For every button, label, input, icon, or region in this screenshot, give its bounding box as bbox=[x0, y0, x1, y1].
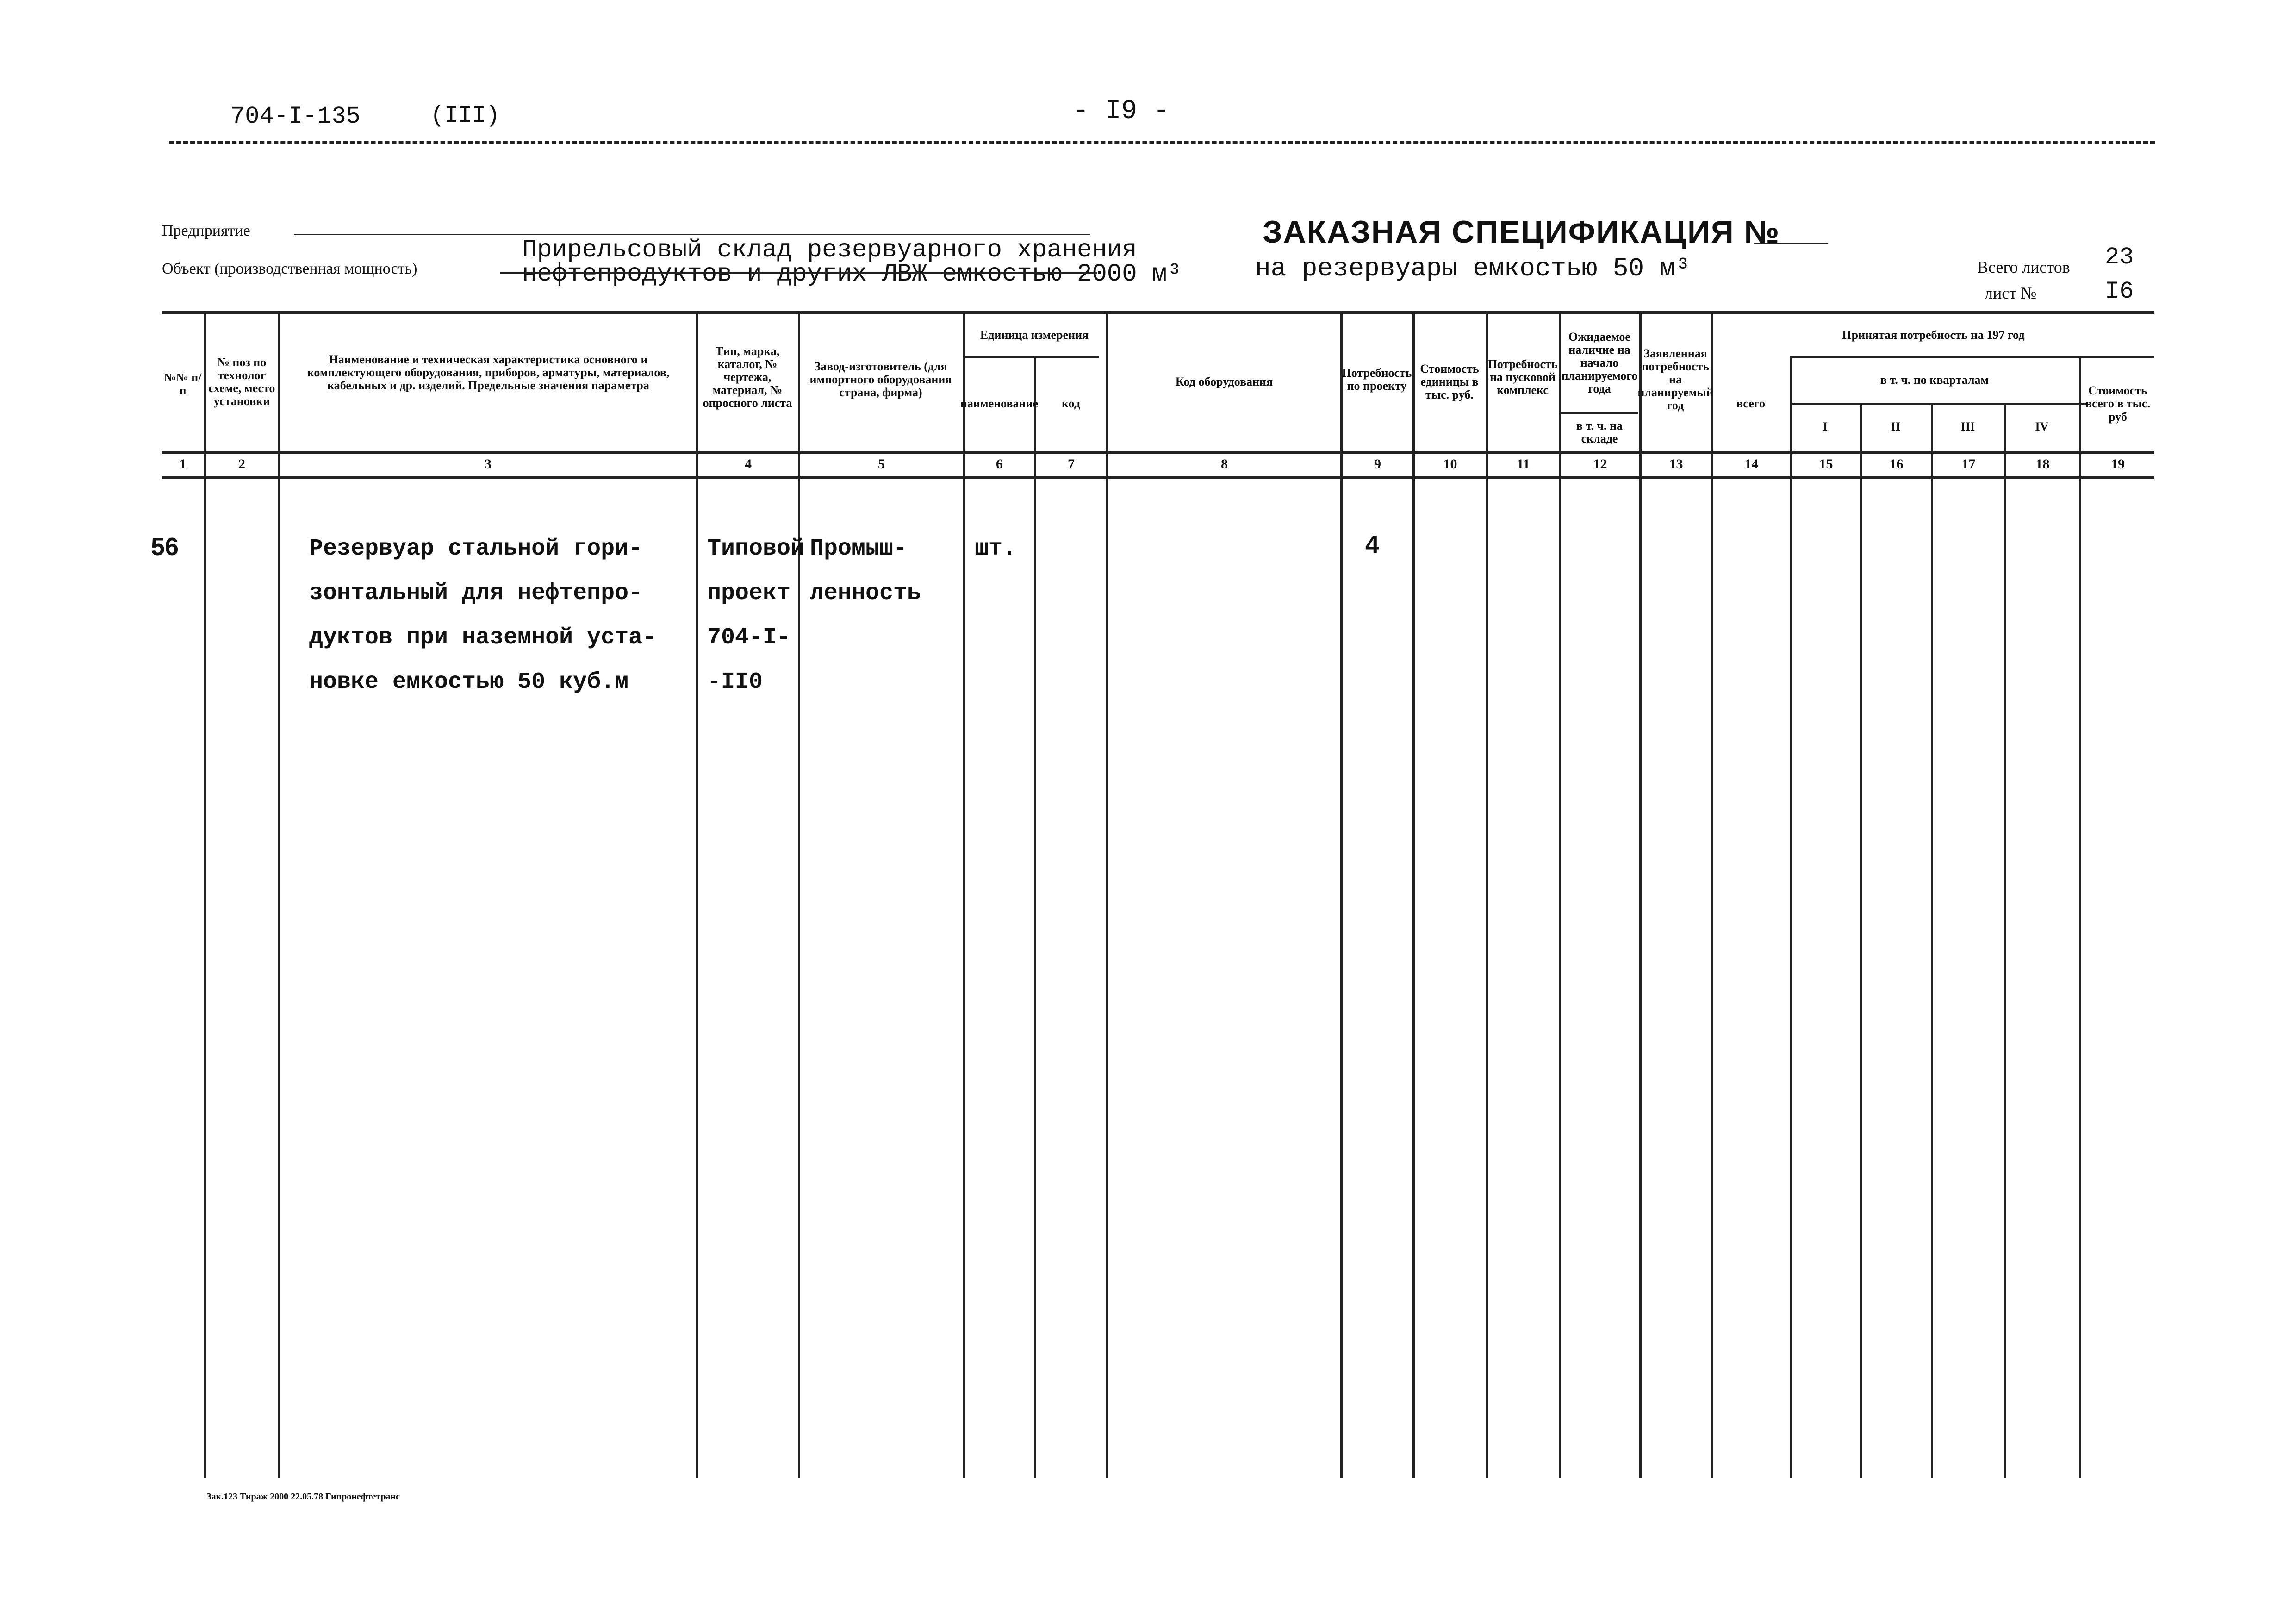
specification-subtitle: на резервуары емкостью 50 м³ bbox=[1255, 254, 1691, 283]
column-number: 2 bbox=[238, 456, 245, 472]
total-sheets-value: 23 bbox=[2105, 244, 2134, 271]
header-quarter-1: I bbox=[1823, 420, 1828, 434]
column-number: 4 bbox=[745, 456, 752, 472]
column-number: 7 bbox=[1068, 456, 1075, 472]
column-number: 12 bbox=[1593, 456, 1607, 472]
header-unit-cost: Стоимость единицы в тыс. руб. bbox=[1420, 362, 1479, 402]
header-total-cost: Стоимость всего в тыс. руб bbox=[2085, 384, 2151, 424]
column-number: 14 bbox=[1744, 456, 1759, 472]
item-name-line: дуктов при наземной уста- bbox=[309, 625, 657, 651]
object-name-line-2: нефтепродуктов и других ЛВЖ емкостью 2000 м³ bbox=[522, 260, 1182, 288]
column-divider bbox=[2079, 356, 2081, 1478]
item-name-line: новке емкостью 50 куб.м bbox=[309, 669, 629, 695]
column-number: 16 bbox=[1889, 456, 1904, 472]
header-position: № поз по технолог схеме, место установки bbox=[208, 355, 275, 408]
enterprise-label: Предприятие bbox=[162, 222, 250, 239]
item-type-line: 704-I- bbox=[707, 625, 791, 651]
item-manufacturer-line: ленность bbox=[810, 580, 921, 606]
header-quarters-group: в т. ч. по кварталам bbox=[1880, 373, 1989, 387]
object-name-line-1: Прирельсовый склад резервуарного хранения bbox=[522, 236, 1137, 264]
sheet-value: I6 bbox=[2105, 278, 2134, 305]
column-divider bbox=[1860, 403, 1862, 1478]
item-name-line: зонтальный для нефтепро- bbox=[309, 580, 643, 606]
header-total: всего bbox=[1736, 397, 1765, 411]
table-colnum-bottom-rule bbox=[162, 476, 2154, 479]
column-divider bbox=[1711, 311, 1713, 1478]
column-number: 18 bbox=[2035, 456, 2050, 472]
column-number: 5 bbox=[878, 456, 885, 472]
column-number: 13 bbox=[1669, 456, 1683, 472]
header-accepted-group: Принятая потребность на 197 год bbox=[1842, 328, 2025, 342]
header-manufacturer: Завод-изготовитель (для импортного оборудования страна, фирма) bbox=[809, 359, 952, 400]
column-divider bbox=[696, 311, 698, 1478]
header-equipment-code: Код оборудования bbox=[1175, 375, 1273, 388]
column-divider bbox=[963, 311, 965, 1478]
item-manufacturer-line: Промыш- bbox=[810, 536, 908, 562]
item-quantity: 4 bbox=[1365, 531, 1380, 558]
column-divider bbox=[278, 311, 280, 1478]
column-divider bbox=[1106, 311, 1108, 1478]
column-divider bbox=[1034, 356, 1036, 1478]
header-startup-need: Потребность на пусковой комплекс bbox=[1487, 357, 1558, 397]
table-subheader-rule bbox=[964, 356, 1099, 358]
item-type-line: -II0 bbox=[707, 669, 763, 695]
column-divider bbox=[1790, 356, 1792, 1478]
total-sheets-label: Всего листов bbox=[1977, 258, 2070, 276]
column-divider bbox=[204, 311, 206, 1478]
enterprise-line bbox=[294, 234, 1090, 235]
sheet-label: лист № bbox=[1985, 284, 2037, 302]
spec-number-line bbox=[1754, 243, 1828, 244]
object-line bbox=[500, 272, 1097, 274]
header-row-number: №№ п/п bbox=[164, 370, 202, 397]
header-unit-name: наименование bbox=[960, 397, 1039, 411]
table-top-rule bbox=[162, 311, 2154, 314]
column-number: 17 bbox=[1961, 456, 1976, 472]
document-code: 704-I-135 bbox=[230, 103, 361, 130]
table-subheader-rule bbox=[1791, 356, 2154, 358]
column-number: 6 bbox=[996, 456, 1003, 472]
header-declared-need: Заявленная потребность на планируемый год bbox=[1637, 346, 1713, 412]
column-number: 9 bbox=[1374, 456, 1381, 472]
header-type: Тип, марка, каталог, № чертежа, материал, № опросного листа bbox=[703, 344, 792, 410]
column-divider bbox=[1639, 311, 1642, 1478]
object-label: Объект (производственная мощность) bbox=[162, 260, 417, 277]
column-divider bbox=[1559, 311, 1561, 1478]
table-subheader-rule bbox=[1791, 403, 2087, 405]
column-divider bbox=[1412, 311, 1415, 1478]
page-number: - I9 - bbox=[1073, 96, 1170, 126]
item-type-line: Типовой bbox=[707, 536, 805, 562]
header-quarter-3: III bbox=[1960, 420, 1975, 434]
column-number: 8 bbox=[1221, 456, 1228, 472]
column-divider bbox=[1486, 311, 1488, 1478]
column-divider bbox=[2004, 403, 2006, 1478]
column-number: 19 bbox=[2111, 456, 2125, 472]
item-unit: шт. bbox=[975, 536, 1017, 562]
table-subheader-rule bbox=[1560, 412, 1638, 414]
column-number: 1 bbox=[179, 456, 187, 472]
header-rule bbox=[169, 141, 2155, 144]
header-project-need: Потребность по проекту bbox=[1342, 366, 1412, 393]
print-note: Зак.123 Тираж 2000 22.05.78 Гипронефтетранс bbox=[206, 1492, 400, 1502]
header-expected-stock: Ожидаемое наличие на начало планируемого года bbox=[1561, 330, 1638, 396]
item-name-line: Резервуар стальной гори- bbox=[309, 536, 643, 562]
column-divider bbox=[1340, 311, 1343, 1478]
header-name: Наименование и техническая характеристика основного и комплектующего оборудования, приборов, арматуры, материалов, кабельных и др. изделий. Предельные значения параметра bbox=[307, 352, 670, 393]
header-quarter-2: II bbox=[1891, 420, 1901, 434]
column-number: 10 bbox=[1443, 456, 1457, 472]
column-number: 3 bbox=[485, 456, 492, 472]
document-part: (III) bbox=[430, 103, 500, 129]
column-number: 11 bbox=[1517, 456, 1530, 472]
row-number: 56 bbox=[151, 533, 179, 561]
header-quarter-4: IV bbox=[2035, 420, 2049, 434]
column-divider bbox=[798, 311, 800, 1478]
header-in-warehouse: в т. ч. на складе bbox=[1576, 418, 1623, 445]
column-number: 15 bbox=[1819, 456, 1833, 472]
header-unit-code: код bbox=[1061, 397, 1081, 411]
specification-title: ЗАКАЗНАЯ СПЕЦИФИКАЦИЯ № bbox=[1263, 214, 1780, 250]
header-unit-group: Единица измерения bbox=[980, 328, 1089, 342]
item-type-line: проект bbox=[707, 580, 791, 606]
column-divider bbox=[1931, 403, 1933, 1478]
